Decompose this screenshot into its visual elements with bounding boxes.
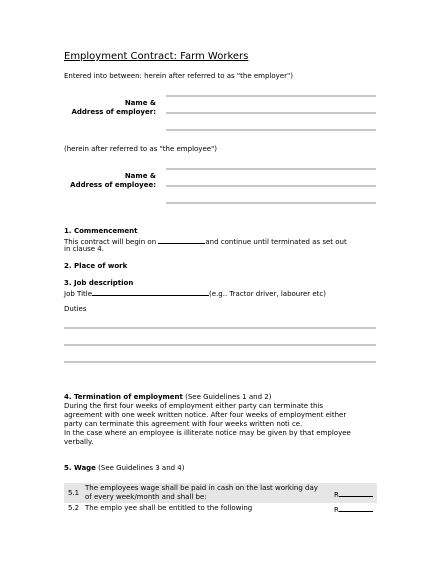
- employee-label-line1: Name &: [124, 172, 156, 180]
- job-title-line: [64, 288, 326, 299]
- entitlement-amount-field[interactable]: [334, 504, 373, 515]
- duties-line-1[interactable]: [64, 327, 376, 329]
- employee-intro-text: (herein after referred to as "the employee"): [64, 145, 218, 153]
- wage-row-number: 5.1: [68, 489, 80, 497]
- amount-blank[interactable]: [339, 489, 373, 497]
- employer-address-line-2[interactable]: [166, 129, 376, 131]
- section-4-heading: 4. Termination of employment: [64, 393, 183, 401]
- section-4-heading-line: [64, 393, 271, 402]
- section-2-heading: 2. Place of work: [64, 262, 128, 270]
- job-title-blank[interactable]: [92, 288, 209, 296]
- duties-line-3[interactable]: [64, 361, 376, 363]
- start-date-blank[interactable]: [158, 236, 205, 244]
- section-4-line-3: party can terminate this agreement with four weeks written noti ce.: [64, 420, 303, 428]
- employee-address-line-1[interactable]: [166, 185, 376, 187]
- employee-address-line-2[interactable]: [166, 202, 376, 204]
- section-4-line-2: agreement with one week written notice. After four weeks of employment either: [64, 411, 347, 419]
- employee-label-line2: Address of employee:: [70, 181, 156, 189]
- duties-line-2[interactable]: [64, 344, 376, 346]
- wage-amount-field[interactable]: [334, 489, 373, 500]
- wage-row-5-1: [64, 483, 377, 503]
- currency-label: R: [334, 506, 339, 514]
- employer-label-line1: Name &: [124, 99, 156, 107]
- wage-row-text-line2: of every week/month and shall be:: [85, 493, 207, 501]
- currency-label: R: [334, 491, 339, 499]
- section-1-text-a: This contract will begin on: [64, 238, 157, 246]
- wage-row-number: 5.2: [68, 504, 80, 512]
- employer-address-line-1[interactable]: [166, 112, 376, 114]
- section-1-line2: in clause 4.: [64, 245, 104, 253]
- section-4-line-1: During the first four weeks of employment either party can terminate this: [64, 402, 324, 410]
- section-1-text-b: and continue until terminated as set out: [205, 238, 347, 246]
- section-4-guide: (See Guidelines 1 and 2): [185, 393, 272, 401]
- employee-name-line[interactable]: [166, 168, 376, 170]
- page-title: Employment Contract: Farm Workers: [64, 51, 249, 62]
- job-title-hint: (e.g.. Tractor driver, labourer etc): [209, 290, 327, 298]
- section-4-line-5: verbally.: [64, 438, 94, 446]
- section-4-line-4: In the case where an employee is illiterate notice may be given by that employee: [64, 429, 351, 437]
- wage-row-text-line1: The employees wage shall be paid in cash on the last working day: [85, 484, 318, 492]
- wage-row-5-2: [64, 503, 377, 514]
- section-5-heading: 5. Wage: [64, 464, 96, 472]
- employer-label-line2: Address of employer:: [71, 108, 156, 116]
- amount-blank[interactable]: [339, 504, 373, 512]
- section-1-heading: 1. Commencement: [64, 227, 138, 235]
- section-3-heading: 3. Job description: [64, 279, 134, 287]
- section-1-line1: [64, 236, 347, 247]
- employer-name-line[interactable]: [166, 95, 376, 97]
- section-5-guide: (See Guidelines 3 and 4): [98, 464, 185, 472]
- intro-text: Entered into between: herein after referred to as "the employer"): [64, 72, 293, 80]
- job-title-label: Job Title: [64, 290, 93, 298]
- duties-label: Duties: [64, 305, 87, 313]
- wage-row-text-line1: The emplo yee shall be entitled to the following: [85, 504, 253, 512]
- section-5-heading-line: [64, 464, 185, 473]
